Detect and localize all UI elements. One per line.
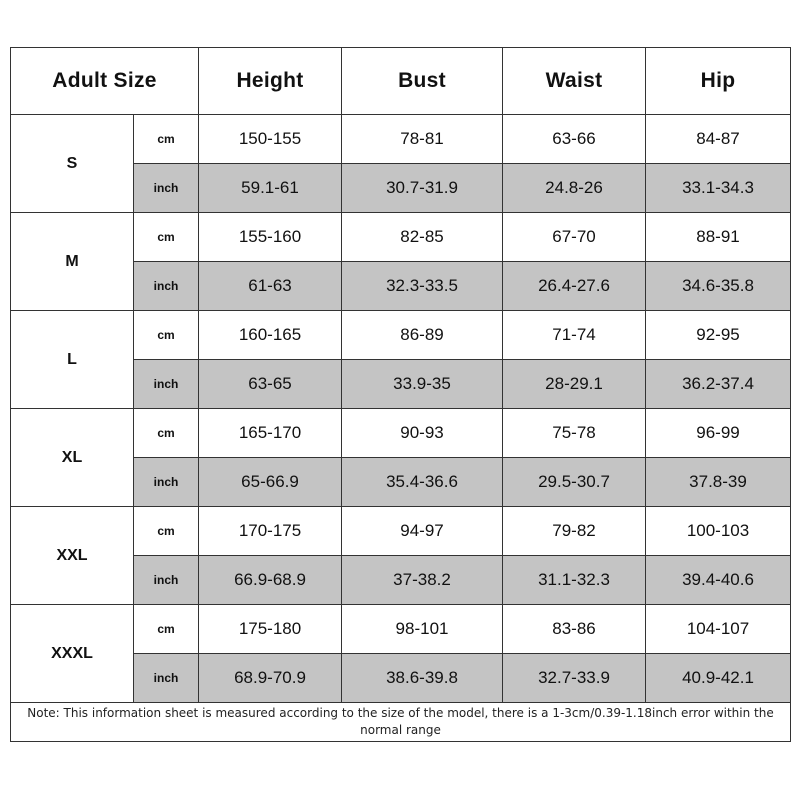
- size-label-l: L: [11, 311, 134, 409]
- table-row: [11, 311, 791, 360]
- height-value: 59.1-61: [199, 164, 342, 213]
- table-row: [11, 507, 791, 556]
- hip-value: 104-107: [646, 605, 791, 654]
- size-label-xxxl: XXXL: [11, 605, 134, 703]
- waist-value: 67-70: [503, 213, 646, 262]
- unit-label: cm: [134, 115, 199, 164]
- waist-value: 32.7-33.9: [503, 654, 646, 703]
- unit-label: inch: [134, 556, 199, 605]
- unit-label: inch: [134, 458, 199, 507]
- height-value: 68.9-70.9: [199, 654, 342, 703]
- table-row: [11, 213, 791, 262]
- header-adult-size: Adult Size: [11, 48, 199, 115]
- bust-value: 78-81: [342, 115, 503, 164]
- hip-value: 96-99: [646, 409, 791, 458]
- bust-value: 94-97: [342, 507, 503, 556]
- hip-value: 39.4-40.6: [646, 556, 791, 605]
- bust-value: 90-93: [342, 409, 503, 458]
- bust-value: 35.4-36.6: [342, 458, 503, 507]
- table-row: [11, 115, 791, 164]
- header-waist: Waist: [503, 48, 646, 115]
- hip-value: 34.6-35.8: [646, 262, 791, 311]
- bust-value: 33.9-35: [342, 360, 503, 409]
- hip-value: 33.1-34.3: [646, 164, 791, 213]
- hip-value: 40.9-42.1: [646, 654, 791, 703]
- unit-label: cm: [134, 507, 199, 556]
- waist-value: 28-29.1: [503, 360, 646, 409]
- waist-value: 31.1-32.3: [503, 556, 646, 605]
- unit-label: cm: [134, 605, 199, 654]
- height-value: 165-170: [199, 409, 342, 458]
- waist-value: 26.4-27.6: [503, 262, 646, 311]
- unit-label: cm: [134, 213, 199, 262]
- height-value: 61-63: [199, 262, 342, 311]
- unit-label: inch: [134, 654, 199, 703]
- waist-value: 29.5-30.7: [503, 458, 646, 507]
- note-row: [11, 703, 791, 742]
- bust-value: 86-89: [342, 311, 503, 360]
- waist-value: 71-74: [503, 311, 646, 360]
- height-value: 150-155: [199, 115, 342, 164]
- note-text: Note: This information sheet is measured according to the size of the model, there is a 1-3cm/0.39-1.18inch error within the normal range: [11, 703, 791, 742]
- hip-value: 100-103: [646, 507, 791, 556]
- bust-value: 37-38.2: [342, 556, 503, 605]
- bust-value: 38.6-39.8: [342, 654, 503, 703]
- height-value: 170-175: [199, 507, 342, 556]
- height-value: 65-66.9: [199, 458, 342, 507]
- header-row: [11, 48, 791, 115]
- size-label-xl: XL: [11, 409, 134, 507]
- size-label-s: S: [11, 115, 134, 213]
- header-bust: Bust: [342, 48, 503, 115]
- hip-value: 92-95: [646, 311, 791, 360]
- hip-value: 88-91: [646, 213, 791, 262]
- size-label-xxl: XXL: [11, 507, 134, 605]
- height-value: 66.9-68.9: [199, 556, 342, 605]
- waist-value: 24.8-26: [503, 164, 646, 213]
- waist-value: 75-78: [503, 409, 646, 458]
- bust-value: 32.3-33.5: [342, 262, 503, 311]
- hip-value: 84-87: [646, 115, 791, 164]
- table-row: [11, 409, 791, 458]
- waist-value: 79-82: [503, 507, 646, 556]
- unit-label: cm: [134, 409, 199, 458]
- unit-label: inch: [134, 262, 199, 311]
- header-hip: Hip: [646, 48, 791, 115]
- size-chart: [10, 47, 790, 753]
- height-value: 160-165: [199, 311, 342, 360]
- height-value: 175-180: [199, 605, 342, 654]
- hip-value: 37.8-39: [646, 458, 791, 507]
- height-value: 63-65: [199, 360, 342, 409]
- waist-value: 83-86: [503, 605, 646, 654]
- size-table: [10, 47, 791, 742]
- unit-label: inch: [134, 360, 199, 409]
- hip-value: 36.2-37.4: [646, 360, 791, 409]
- unit-label: cm: [134, 311, 199, 360]
- table-row: [11, 605, 791, 654]
- bust-value: 82-85: [342, 213, 503, 262]
- bust-value: 30.7-31.9: [342, 164, 503, 213]
- unit-label: inch: [134, 164, 199, 213]
- bust-value: 98-101: [342, 605, 503, 654]
- header-height: Height: [199, 48, 342, 115]
- waist-value: 63-66: [503, 115, 646, 164]
- height-value: 155-160: [199, 213, 342, 262]
- size-label-m: M: [11, 213, 134, 311]
